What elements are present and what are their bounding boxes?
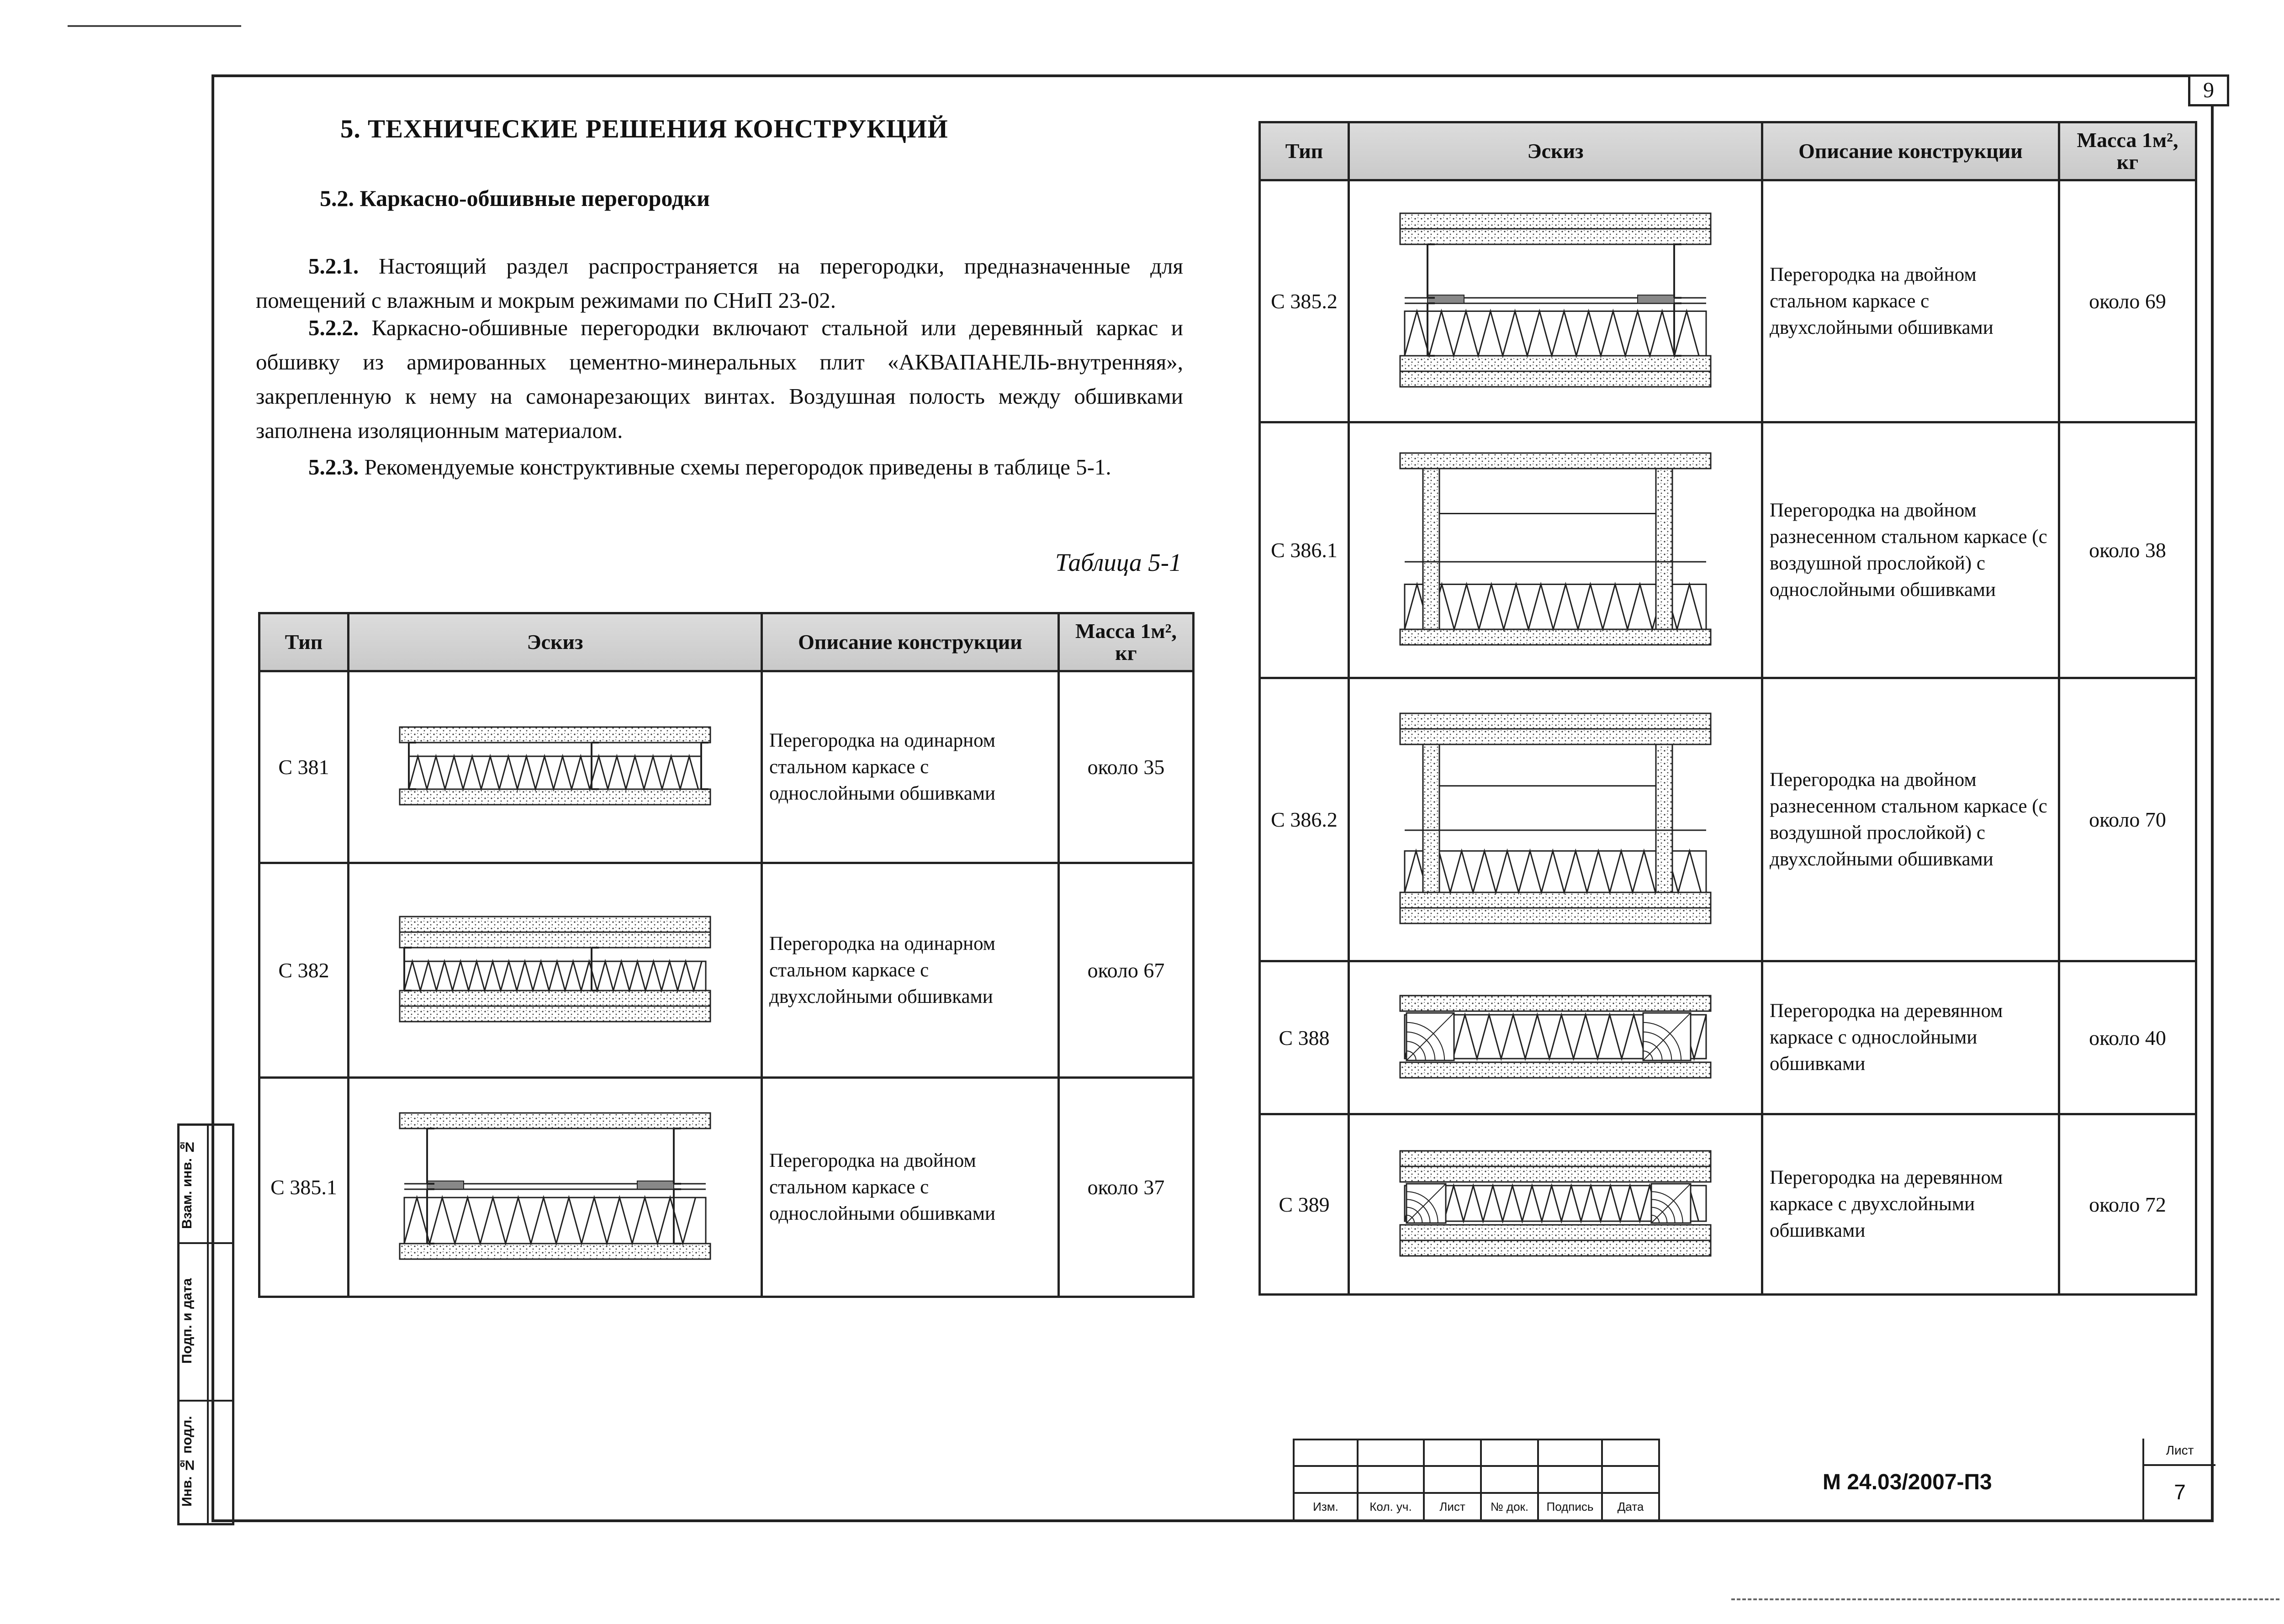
partition-sketch: [381, 713, 729, 818]
title-block-grid: [1293, 1439, 1660, 1522]
document-code: М 24.03/2007-П3: [1823, 1470, 1992, 1494]
sketch-cell: [1349, 180, 1762, 422]
cement-board: [1400, 453, 1711, 469]
cement-board: [400, 917, 710, 932]
cement-board: [1400, 892, 1711, 908]
brace-plate: [637, 1181, 674, 1189]
steel-stud: [1674, 244, 1681, 298]
cement-board: [400, 789, 710, 805]
cement-board: [1400, 908, 1711, 923]
sketch-cell: [1349, 1114, 1762, 1295]
partition-sketch: [1382, 444, 1729, 654]
cement-board: [400, 991, 710, 1006]
table-row: [1260, 961, 2196, 1114]
table-row: [1260, 678, 2196, 961]
paragraph-5-2-3: [256, 450, 1183, 484]
cement-board: [1400, 996, 1711, 1011]
header-mass: [1059, 613, 1194, 671]
row-type: С 386.2: [1260, 678, 1349, 961]
table-row: [1260, 422, 2196, 678]
row-mass: около 40: [2059, 961, 2196, 1114]
row-description: Перегородка на деревянном каркасе с двухслойными обшивками: [1762, 1114, 2059, 1295]
partition-table-right: [1258, 121, 2197, 1296]
partition-sketch: [381, 907, 729, 1031]
sheet-cell-divider: [2144, 1464, 2215, 1466]
cement-board: [400, 1113, 710, 1128]
row-mass: около 69: [2059, 180, 2196, 422]
header-type: Тип: [259, 613, 349, 671]
sketch-cell: [349, 1078, 762, 1297]
paragraph-text: Настоящий раздел распространяется на перегородки, предназначенные для помещений с влажным и мокрым режимами по СНиП 23-02.: [256, 253, 1183, 313]
header-mass-line1: Масса 1м²,: [2077, 128, 2178, 152]
bottom-trim-line: [1731, 1598, 2279, 1600]
cement-board: [1400, 371, 1711, 387]
brace-plate: [1428, 295, 1464, 303]
sketch-cell: [1349, 961, 1762, 1114]
sketch-cell: [349, 863, 762, 1078]
steel-stud: [427, 1128, 434, 1184]
title-block: [1293, 1439, 2214, 1522]
partition-sketch: [381, 1104, 729, 1268]
cement-board: [1656, 744, 1672, 892]
side-strip-divider: [207, 1126, 209, 1523]
partition-sketch: [1382, 204, 1729, 396]
paragraph-number: 5.2.1.: [308, 253, 359, 279]
row-description: Перегородка на одинарном стальном каркасе с двухслойными обшивками: [762, 863, 1059, 1078]
paragraph-5-2-2: [256, 311, 1183, 448]
paragraph-5-2-1: [256, 249, 1183, 317]
paragraph-number: 5.2.2.: [308, 315, 359, 340]
row-type: С 385.2: [1260, 180, 1349, 422]
steel-stud: [674, 1128, 681, 1184]
table-header-row: [259, 613, 1194, 671]
row-description: Перегородка на двойном стальном каркасе с однослойными обшивками: [762, 1078, 1059, 1297]
cement-board: [1656, 469, 1672, 629]
cement-board: [1400, 729, 1711, 744]
row-description: Перегородка на двойном стальном каркасе с двухслойными обшивками: [1762, 180, 2059, 422]
header-sketch: Эскиз: [1349, 122, 1762, 180]
table-row: [259, 671, 1194, 863]
col-doc-number: № док.: [1481, 1493, 1538, 1521]
top-edge-line: [68, 25, 241, 27]
cement-board: [400, 1244, 710, 1259]
label-signature-date: Подп. и дата: [180, 1278, 195, 1364]
steel-stud: [1428, 244, 1435, 298]
cement-board: [400, 727, 710, 743]
sheet-value: 7: [2174, 1480, 2186, 1504]
row-type: С 386.1: [1260, 422, 1349, 678]
cement-board: [1400, 1151, 1711, 1166]
partition-sketch: [1382, 1144, 1729, 1263]
row-mass: около 38: [2059, 422, 2196, 678]
partition-sketch: [1382, 704, 1729, 933]
row-description: Перегородка на двойном разнесенном стальном каркасе (с воздушной прослойкой) с однослойными обшивками: [1762, 422, 2059, 678]
table-header-row: [1260, 122, 2196, 180]
sketch-cell: [1349, 678, 1762, 961]
cement-board: [400, 932, 710, 948]
label-original-inventory: Инв. № подл.: [180, 1416, 195, 1507]
sheet-number-cell: [2142, 1439, 2215, 1522]
label-replacement-inventory: Взам. инв. №: [180, 1139, 195, 1229]
partition-sketch: [1382, 989, 1729, 1085]
col-count: Кол. уч.: [1358, 1493, 1424, 1521]
row-mass: около 35: [1059, 671, 1194, 863]
sketch-cell: [1349, 422, 1762, 678]
header-sketch: Эскиз: [349, 613, 762, 671]
paragraph-text: Рекомендуемые конструктивные схемы перегородок приведены в таблице 5-1.: [364, 454, 1111, 480]
cement-board: [1400, 229, 1711, 244]
table-row: [1260, 1114, 2196, 1295]
sheet-label: Лист: [2166, 1443, 2194, 1457]
cement-board: [1400, 629, 1711, 645]
row-mass: около 37: [1059, 1078, 1194, 1297]
row-type: С 388: [1260, 961, 1349, 1114]
steel-stud: [701, 743, 708, 789]
header-mass: [2059, 122, 2196, 180]
cement-board: [1400, 1062, 1711, 1078]
row-type: С 385.1: [259, 1078, 349, 1297]
row-mass: около 72: [2059, 1114, 2196, 1295]
cement-board: [1400, 713, 1711, 729]
section-subheading: 5.2. Каркасно-обшивные перегородки: [320, 185, 710, 211]
paragraph-text: Каркасно-обшивные перегородки включают стальной или деревянный каркас и обшивку из армированных цементно-минеральных плит «АКВАПАНЕЛЬ-внутренняя», закрепленную к нему на самонарезающих винтах. Воздушная полость между обшивками заполнена изоляционным материалом.: [256, 315, 1184, 443]
cement-board: [400, 1006, 710, 1022]
brace-plate: [427, 1181, 464, 1189]
header-mass-line2: кг: [1115, 641, 1137, 664]
col-date: Дата: [1602, 1493, 1659, 1521]
table-row: [1260, 180, 2196, 422]
cement-board: [1423, 469, 1439, 629]
row-description: Перегородка на двойном разнесенном стальном каркасе (с воздушной прослойкой) с двухслойными обшивками: [1762, 678, 2059, 961]
header-mass-line2: кг: [2116, 150, 2139, 174]
col-sheet: Лист: [1424, 1493, 1481, 1521]
cement-board: [1400, 1166, 1711, 1182]
col-signature: Подпись: [1538, 1493, 1602, 1521]
table-row: [259, 1078, 1194, 1297]
row-description: Перегородка на деревянном каркасе с однослойными обшивками: [1762, 961, 2059, 1114]
header-description: Описание конструкции: [762, 613, 1059, 671]
row-mass: около 70: [2059, 678, 2196, 961]
partition-table-left: [258, 612, 1195, 1298]
sketch-cell: [349, 671, 762, 863]
header-type: Тип: [1260, 122, 1349, 180]
cement-board: [1400, 1225, 1711, 1240]
cement-board: [1400, 213, 1711, 229]
row-type: С 382: [259, 863, 349, 1078]
cement-board: [1423, 744, 1439, 892]
cement-board: [1400, 1240, 1711, 1256]
table-row: [259, 863, 1194, 1078]
cement-board: [1400, 356, 1711, 371]
brace-plate: [1638, 295, 1674, 303]
header-description: Описание конструкции: [1762, 122, 2059, 180]
row-type: С 389: [1260, 1114, 1349, 1295]
paragraph-number: 5.2.3.: [308, 454, 359, 480]
col-change: Изм.: [1294, 1493, 1358, 1521]
row-type: С 381: [259, 671, 349, 863]
row-mass: около 67: [1059, 863, 1194, 1078]
section-heading: 5. ТЕХНИЧЕСКИЕ РЕШЕНИЯ КОНСТРУКЦИЙ: [340, 115, 948, 143]
sheet-number-box: 9: [2188, 74, 2229, 106]
table-caption: Таблица 5-1: [1055, 548, 1182, 576]
header-mass-line1: Масса 1м²,: [1075, 619, 1177, 643]
side-stamp-strip: [177, 1123, 234, 1525]
row-description: Перегородка на одинарном стальном каркасе с однослойными обшивками: [762, 671, 1059, 863]
